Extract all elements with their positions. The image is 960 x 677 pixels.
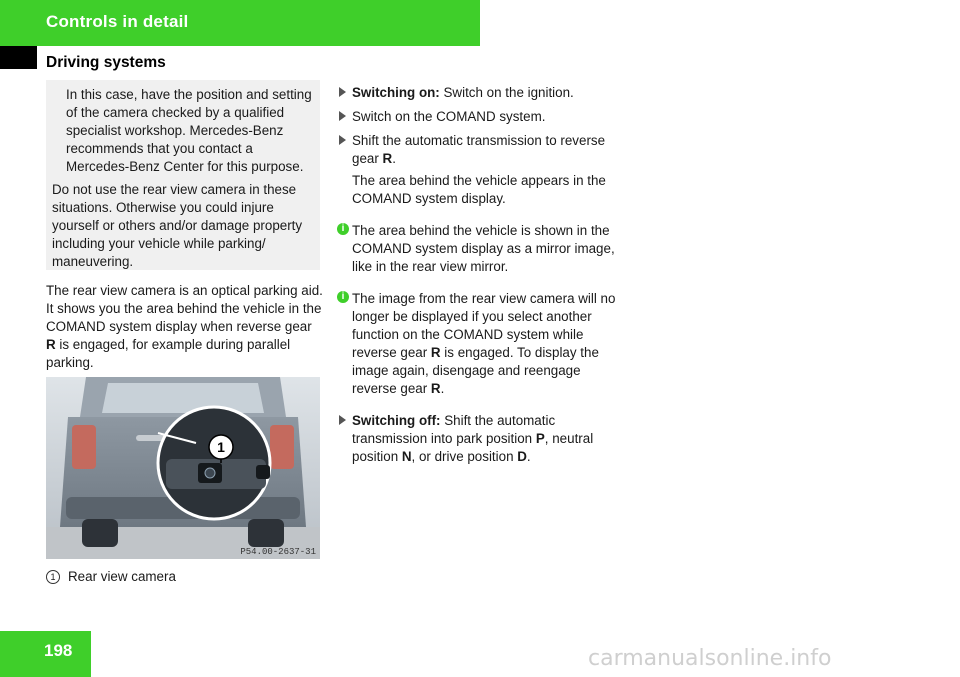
- figure-caption: 1 Rear view camera: [46, 568, 176, 586]
- warning-paragraph-2: Do not use the rear view camera in these situations. Otherwise you could injure yourself or others and/or damage property including your vehicle while parking/ maneuvering.: [52, 182, 303, 269]
- note-image-off: i The image from the rear view camera will no longer be displayed if you select another function on the COMAND system while reverse gear R is engaged. To display the image again, disengage and reengage reverse gear R.: [337, 290, 619, 398]
- chapter-title: Controls in detail: [46, 12, 189, 31]
- page-number-box: [0, 631, 91, 677]
- step-arrow-icon: [339, 415, 346, 425]
- step-arrow-icon: [339, 135, 346, 145]
- figure-code: P54.00-2637-31: [240, 547, 316, 557]
- warning-box: [46, 80, 320, 270]
- info-icon: i: [337, 291, 349, 303]
- step-arrow-icon: [339, 111, 346, 121]
- instructions-column: [337, 84, 619, 466]
- step-switch-on: Switching on: Switch on the ignition.: [337, 84, 619, 102]
- step-comand: Switch on the COMAND system.: [337, 108, 619, 126]
- section-title: Driving systems: [46, 54, 166, 71]
- header-band: [0, 0, 480, 46]
- step-reverse: Shift the automatic transmission to reverse gear R.: [337, 132, 619, 168]
- watermark: carmanualsonline.info: [588, 646, 832, 671]
- vehicle-rear-illustration: [46, 377, 320, 559]
- note-mirror-image: i The area behind the vehicle is shown in the COMAND system display as a mirror image, like in the rear view mirror.: [337, 222, 619, 276]
- intro-paragraph: The rear view camera is an optical parking aid. It shows you the area behind the vehicle in the COMAND system display when reverse gear R is engaged, for example during parallel parking.: [46, 283, 323, 370]
- caption-number: 1: [46, 570, 60, 584]
- figure-callout: 1: [217, 439, 225, 455]
- step-arrow-icon: [339, 87, 346, 97]
- page-number: 198: [44, 641, 73, 660]
- rear-view-camera-figure: [46, 377, 320, 559]
- step-switch-off: Switching off: Shift the automatic transmission into park position P, neutral position N, or drive position D.: [337, 412, 619, 466]
- section-marker: [0, 46, 37, 69]
- step-reverse-result: The area behind the vehicle appears in the COMAND system display.: [352, 173, 606, 206]
- warning-paragraph-1: In this case, have the position and setting of the camera checked by a qualified specialist workshop. Mercedes-Benz recommends that you contact a Mercedes-Benz Center for this purpose.: [66, 87, 312, 174]
- info-icon: i: [337, 223, 349, 235]
